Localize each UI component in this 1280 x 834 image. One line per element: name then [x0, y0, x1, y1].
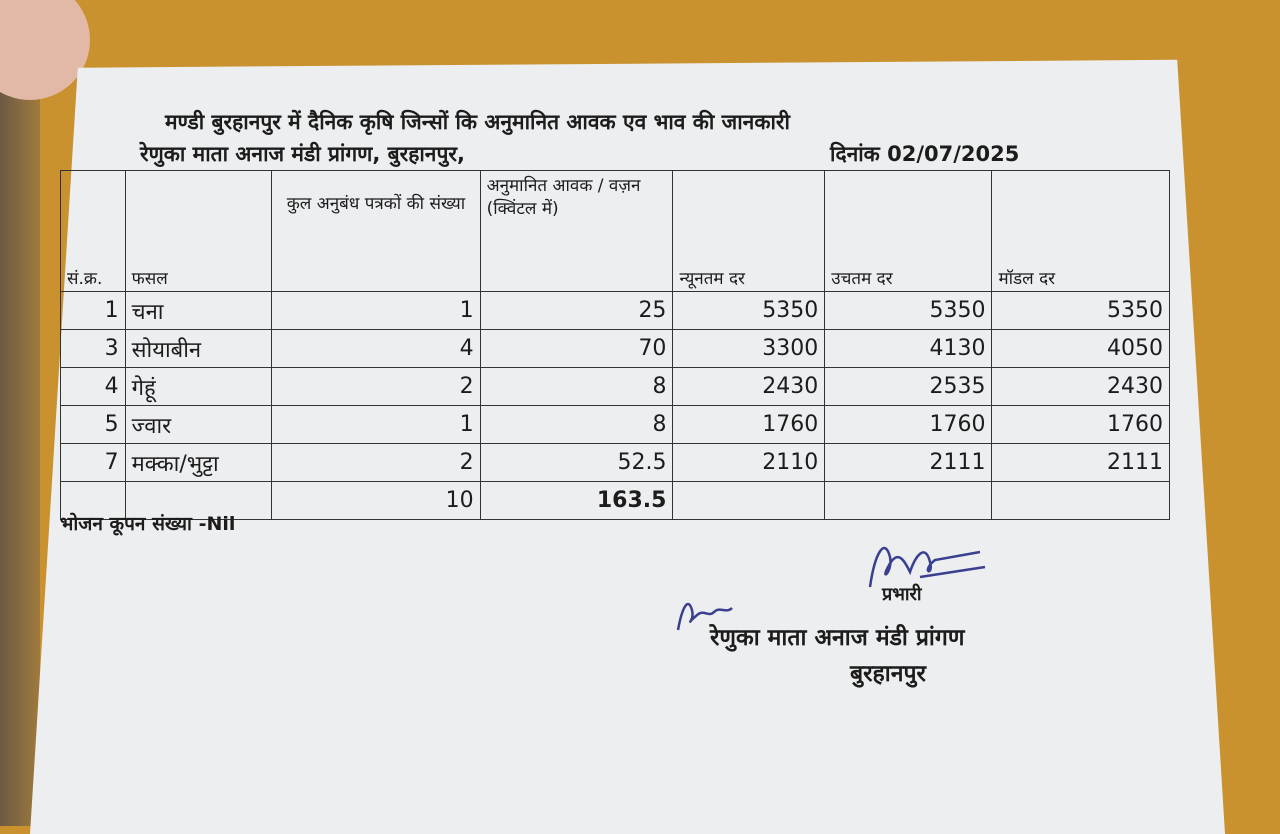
table-header-row [61, 171, 1170, 292]
table-row [61, 368, 1170, 406]
cell-model-rate: 2430 [992, 368, 1170, 406]
cell-total-model [992, 482, 1170, 520]
signatory-role: प्रभारी [882, 584, 922, 605]
cell-max-rate: 2111 [825, 444, 992, 482]
col-max-rate: उचतम दर [825, 171, 992, 292]
cell-total-max [825, 482, 992, 520]
rates-table [60, 170, 1170, 520]
cell-arrival: 25 [480, 292, 673, 330]
cell-max-rate: 2535 [825, 368, 992, 406]
cell-arrival: 52.5 [480, 444, 673, 482]
cell-contracts: 1 [272, 292, 480, 330]
cell-arrival: 8 [480, 368, 673, 406]
cell-crop: गेहूं [125, 368, 272, 406]
cell-model-rate: 1760 [992, 406, 1170, 444]
table-row [61, 444, 1170, 482]
cell-serial: 4 [61, 368, 126, 406]
cell-min-rate: 2110 [673, 444, 825, 482]
cell-contracts: 4 [272, 330, 480, 368]
cell-min-rate: 3300 [673, 330, 825, 368]
col-serial: सं.क्र. [61, 171, 126, 292]
col-min-rate: न्यूनतम दर [673, 171, 825, 292]
cell-max-rate: 4130 [825, 330, 992, 368]
cell-serial: 5 [61, 406, 126, 444]
cell-max-rate: 5350 [825, 292, 992, 330]
signatory-place: रेणुका माता अनाज मंडी प्रांगण [710, 625, 965, 651]
table-row [61, 406, 1170, 444]
cell-min-rate: 5350 [673, 292, 825, 330]
document-subtitle: रेणुका माता अनाज मंडी प्रांगण, बुरहानपुर, [140, 142, 465, 166]
cell-arrival: 70 [480, 330, 673, 368]
cell-crop: चना [125, 292, 272, 330]
cell-serial: 3 [61, 330, 126, 368]
document-title: मण्डी बुरहानपुर में दैनिक कृषि जिन्सों कि अनुमानित आवक एव भाव की जानकारी [165, 110, 790, 134]
cell-model-rate: 4050 [992, 330, 1170, 368]
col-model-rate: मॉडल दर [992, 171, 1170, 292]
cell-max-rate: 1760 [825, 406, 992, 444]
cell-serial: 7 [61, 444, 126, 482]
meal-coupon-note: भोजन कूपन संख्या -Nil [60, 513, 236, 535]
cell-total-min [673, 482, 825, 520]
col-arrival: अनुमानित आवक / वज़न (क्विंटल में) [480, 171, 673, 292]
desk-edge [0, 0, 40, 826]
cell-crop: सोयाबीन [125, 330, 272, 368]
cell-total-arrival: 163.5 [480, 482, 673, 520]
cell-min-rate: 1760 [673, 406, 825, 444]
cell-arrival: 8 [480, 406, 673, 444]
signature-incharge [860, 532, 990, 602]
cell-contracts: 2 [272, 444, 480, 482]
cell-total-contracts: 10 [272, 482, 480, 520]
col-crop: फसल [125, 171, 272, 292]
cell-crop: मक्का/भुट्टा [125, 444, 272, 482]
cell-model-rate: 5350 [992, 292, 1170, 330]
cell-contracts: 2 [272, 368, 480, 406]
cell-serial: 1 [61, 292, 126, 330]
cell-crop: ज्वार [125, 406, 272, 444]
finger [0, 0, 90, 100]
table-row [61, 292, 1170, 330]
cell-contracts: 1 [272, 406, 480, 444]
table-row [61, 330, 1170, 368]
col-contracts: कुल अनुबंध पत्रकों की संख्या [272, 171, 480, 292]
cell-model-rate: 2111 [992, 444, 1170, 482]
signatory-city: बुरहानपुर [850, 661, 926, 687]
document-date: दिनांक 02/07/2025 [830, 142, 1020, 166]
cell-min-rate: 2430 [673, 368, 825, 406]
